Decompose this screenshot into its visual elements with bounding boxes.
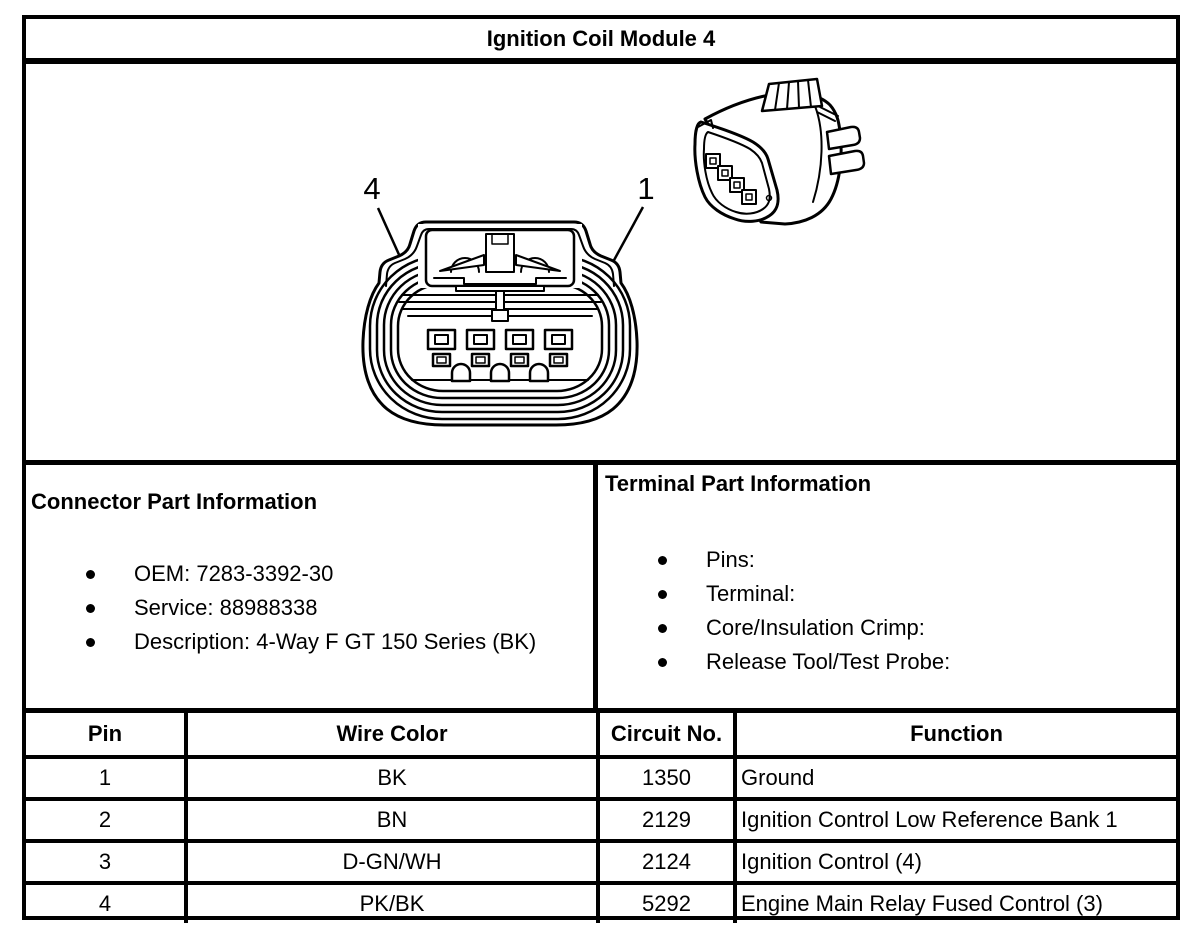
col-header-circuit-no: Circuit No. xyxy=(598,713,735,757)
cell-wire-color: D-GN/WH xyxy=(186,841,598,883)
list-item: Description: 4-Way F GT 150 Series (BK) xyxy=(26,625,593,659)
cell-pin: 1 xyxy=(26,757,186,799)
cell-pin: 3 xyxy=(26,841,186,883)
cell-function: Ignition Control (4) xyxy=(735,841,1176,883)
title-bar xyxy=(26,19,1176,64)
cell-circuit-no: 5292 xyxy=(598,883,735,923)
pin-4-callout: 4 xyxy=(363,171,381,206)
list-item: Pins: xyxy=(598,543,1176,577)
connector-part-info-heading: Connector Part Information xyxy=(31,489,318,514)
list-item: Terminal: xyxy=(598,577,1176,611)
cell-circuit-no: 2129 xyxy=(598,799,735,841)
page-title: Ignition Coil Module 4 xyxy=(486,25,716,51)
cell-wire-color: BN xyxy=(186,799,598,841)
cell-pin: 4 xyxy=(26,883,186,923)
cell-circuit-no: 2124 xyxy=(598,841,735,883)
connector-front-view-diagram xyxy=(360,198,640,448)
terminal-part-info-heading: Terminal Part Information xyxy=(605,471,872,496)
pinout-table-section xyxy=(26,713,1176,923)
connector-info-sheet xyxy=(22,15,1180,920)
col-header-wire-color: Wire Color xyxy=(186,713,598,757)
connector-iso-view-diagram xyxy=(665,70,895,240)
table-row xyxy=(26,883,1176,923)
cell-function: Ground xyxy=(735,757,1176,799)
pin-1-callout: 1 xyxy=(637,171,655,206)
list-item: OEM: 7283-3392-30 xyxy=(26,557,593,591)
connector-part-info-cell xyxy=(26,465,598,708)
list-item: Service: 88988338 xyxy=(26,591,593,625)
connector-part-info-list xyxy=(26,557,593,659)
cell-pin: 2 xyxy=(26,799,186,841)
terminal-part-info-list xyxy=(598,543,1176,679)
col-header-pin: Pin xyxy=(26,713,186,757)
table-header-row xyxy=(26,713,1176,757)
terminal-part-info-cell xyxy=(598,465,1176,708)
col-header-function: Function xyxy=(735,713,1176,757)
table-row xyxy=(26,799,1176,841)
pinout-table xyxy=(26,713,1176,923)
cell-wire-color: BK xyxy=(186,757,598,799)
cell-circuit-no: 1350 xyxy=(598,757,735,799)
part-info-row xyxy=(26,465,1176,713)
diagram-area xyxy=(26,64,1176,465)
cell-function: Engine Main Relay Fused Control (3) xyxy=(735,883,1176,923)
cell-function: Ignition Control Low Reference Bank 1 xyxy=(735,799,1176,841)
table-row xyxy=(26,841,1176,883)
cell-wire-color: PK/BK xyxy=(186,883,598,923)
list-item: Core/Insulation Crimp: xyxy=(598,611,1176,645)
list-item: Release Tool/Test Probe: xyxy=(598,645,1176,679)
table-row xyxy=(26,757,1176,799)
